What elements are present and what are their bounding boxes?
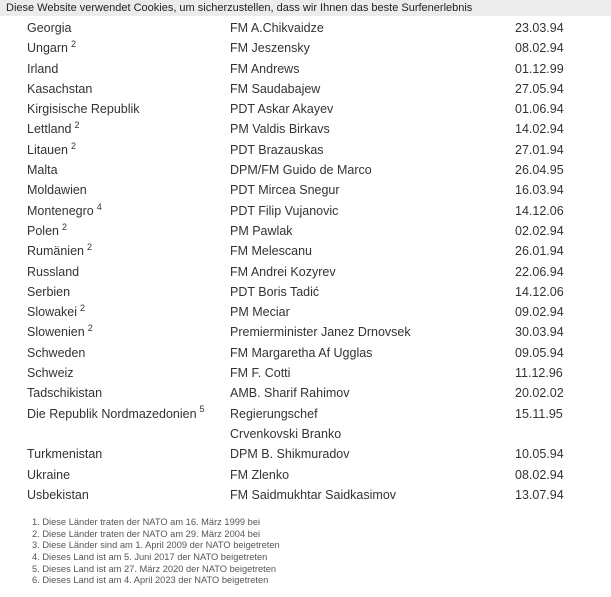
table-row: [27, 485, 595, 505]
footnote: 6. Dieses Land ist am 4. April 2023 der NATO beigetreten: [32, 575, 269, 586]
signatory-cell: [230, 140, 515, 160]
table-row: [27, 201, 595, 221]
date-cell: 20.02.02: [515, 386, 564, 401]
footnote: 2. Diese Länder traten der NATO am 29. März 2004 bei: [32, 528, 261, 539]
country-cell: [27, 99, 230, 119]
country-cell: [27, 79, 230, 99]
signatory-name: PDT Boris Tadić: [230, 284, 320, 299]
country-name: Tadschikistan: [27, 386, 103, 401]
table-row: [27, 241, 595, 261]
cookie-banner-text: Diese Website verwendet Cookies, um sicherzustellen, dass wir Ihnen das beste Surfenerlebnis: [6, 2, 473, 14]
signatory-cell: [230, 18, 515, 38]
country-name: Malta: [27, 163, 58, 178]
table-row: [27, 404, 595, 445]
country-cell: [27, 444, 230, 464]
date-cell: 01.06.94: [515, 102, 564, 117]
table-row: [27, 160, 595, 180]
signatory-cell: [230, 241, 515, 261]
country-name: Moldawien: [27, 183, 87, 198]
signatory-cell: [230, 485, 515, 505]
signatory-cell: [230, 322, 515, 342]
country-name: Die Republik Nordmazedonien: [27, 406, 197, 421]
country-name: Lettland: [27, 122, 72, 137]
signatory-cell: [230, 119, 515, 139]
signatory-name: AMB. Sharif Rahimov: [230, 386, 350, 401]
date-cell: 23.03.94: [515, 21, 564, 35]
country-name: Schweden: [27, 345, 86, 360]
table-row: [27, 343, 595, 363]
date-cell: 10.05.94: [515, 447, 564, 462]
country-cell: [27, 262, 230, 282]
country-name: Usbekistan: [27, 487, 89, 502]
country-cell: [27, 180, 230, 200]
footnote-ref: 2: [71, 39, 77, 50]
signatory-cell: [230, 38, 515, 58]
country-name: Polen: [27, 223, 59, 238]
country-name: Montenegro: [27, 203, 94, 218]
signatory-cell: [230, 343, 515, 363]
table-row: [27, 363, 595, 383]
table-row: [27, 444, 595, 464]
signatory-cell: [230, 404, 515, 445]
table-row: [27, 59, 595, 79]
country-cell: [27, 302, 230, 322]
country-cell: [27, 18, 230, 38]
footnote-ref: 2: [71, 140, 77, 151]
footnote-ref: 2: [61, 221, 67, 232]
signatory-cell: [230, 79, 515, 99]
signatory-name: FM Saudabajew: [230, 81, 321, 96]
country-cell: [27, 322, 230, 342]
signatory-name: FM A.Chikvaidze: [230, 21, 324, 35]
signatory-name: PM Meciar: [230, 305, 290, 320]
date-cell: 08.02.94: [515, 467, 564, 482]
country-name: Slowenien: [27, 325, 85, 340]
footnotes: [32, 517, 611, 597]
country-cell: [27, 221, 230, 241]
date-cell: 13.07.94: [515, 487, 564, 502]
signatory-name: DPM B. Shikmuradov: [230, 447, 350, 462]
table-row: [27, 18, 595, 38]
signatory-name: PM Pawlak: [230, 223, 293, 238]
signatory-cell: [230, 180, 515, 200]
country-cell: [27, 282, 230, 302]
date-cell: 27.05.94: [515, 81, 564, 96]
country-cell: [27, 383, 230, 403]
signatory-cell: [230, 99, 515, 119]
footnote: 5. Dieses Land ist am 27. März 2020 der NATO beigetreten: [32, 563, 277, 574]
country-cell: [27, 38, 230, 58]
signatory-name: PDT Askar Akayev: [230, 102, 334, 117]
country-cell: [27, 343, 230, 363]
signatory-cell: [230, 262, 515, 282]
signatory-cell: [230, 465, 515, 485]
country-cell: [27, 119, 230, 139]
signatory-name: FM Andrews: [230, 61, 300, 76]
signatory-cell: [230, 201, 515, 221]
footnote-ref: 2: [74, 120, 80, 131]
country-cell: [27, 241, 230, 261]
country-name: Litauen: [27, 142, 69, 157]
signatory-cell: [230, 59, 515, 79]
footnote-ref: 5: [199, 404, 205, 415]
signatory-cell: [230, 160, 515, 180]
country-cell: [27, 363, 230, 383]
date-cell: 26.04.95: [515, 163, 564, 178]
footnote-ref: 2: [87, 323, 93, 334]
footnote-ref: 4: [96, 201, 102, 212]
signatory-name: FM Jeszensky: [230, 41, 310, 56]
date-cell: 02.02.94: [515, 223, 564, 238]
signatory-name: FM Andrei Kozyrev: [230, 264, 336, 279]
signatory-cell: [230, 282, 515, 302]
table-row: [27, 99, 595, 119]
signatory-name: PDT Brazauskas: [230, 142, 324, 157]
date-cell: 30.03.94: [515, 325, 564, 340]
country-name: Rumänien: [27, 244, 84, 259]
country-name: Ukraine: [27, 467, 71, 482]
date-cell: 09.02.94: [515, 305, 564, 320]
date-cell: 22.06.94: [515, 264, 564, 279]
footnote-ref: 2: [80, 303, 86, 313]
date-cell: 11.12.96: [515, 366, 563, 381]
cookie-banner[interactable]: [0, 0, 611, 16]
signatory-name: FM Saidmukhtar Saidkasimov: [230, 487, 397, 502]
country-name: Serbien: [27, 284, 71, 299]
signatory-name: FM Melescanu: [230, 244, 312, 259]
signatory-name: FM F. Cotti: [230, 366, 291, 381]
signatory-cell: [230, 444, 515, 464]
signatory-name: PM Valdis Birkavs: [230, 122, 330, 137]
date-cell: 27.01.94: [515, 142, 564, 157]
country-name: Georgia: [27, 21, 72, 35]
table-row: [27, 262, 595, 282]
date-cell: 14.12.06: [515, 203, 564, 218]
country-name: Slowakei: [27, 305, 78, 320]
signatory-name: FM Zlenko: [230, 467, 290, 482]
country-name: Kasachstan: [27, 81, 93, 96]
date-cell: 26.01.94: [515, 244, 564, 259]
footnote: 3. Diese Länder sind am 1. April 2009 der NATO beigetreten: [32, 540, 280, 551]
date-cell: 14.12.06: [515, 284, 564, 299]
table-row: [27, 180, 595, 200]
date-cell: 16.03.94: [515, 183, 564, 198]
signatory-name: PDT Mircea Snegur: [230, 183, 340, 198]
date-cell: 15.11.95: [515, 406, 563, 421]
signatory-name: PDT Filip Vujanovic: [230, 203, 339, 218]
date-cell: 08.02.94: [515, 41, 564, 56]
table-row: [27, 221, 595, 241]
country-cell: [27, 59, 230, 79]
table-row: [27, 465, 595, 485]
table-row: [27, 383, 595, 403]
date-cell: 09.05.94: [515, 345, 564, 360]
date-cell: 14.02.94: [515, 122, 564, 137]
country-cell: [27, 201, 230, 221]
country-name: Schweiz: [27, 366, 74, 381]
table-row: [27, 322, 595, 342]
country-name: Russland: [27, 264, 80, 279]
signatory-name: DPM/FM Guido de Marco: [230, 163, 372, 178]
date-cell: 01.12.99: [515, 61, 564, 76]
signatory-cell: [230, 302, 515, 322]
country-cell: [27, 404, 230, 445]
country-cell: [27, 485, 230, 505]
table-row: [27, 119, 595, 139]
country-name: Irland: [27, 61, 59, 76]
signatory-cell: [230, 221, 515, 241]
table-row: [27, 282, 595, 302]
table-row: [27, 140, 595, 160]
signatory-name: Regierungschef Crvenkovski Branko: [230, 406, 342, 441]
country-cell: [27, 160, 230, 180]
table-row: [27, 302, 595, 322]
table-row: [27, 79, 595, 99]
signatory-name: Premierminister Janez Drnovsek: [230, 325, 411, 340]
footnote-ref: 2: [86, 242, 92, 253]
table-row: [27, 38, 595, 58]
signatory-name: FM Margaretha Af Ugglas: [230, 345, 373, 360]
country-cell: [27, 465, 230, 485]
footnote: 4. Dieses Land ist am 5. Juni 2017 der NATO beigetreten: [32, 551, 268, 562]
country-name: Kirgisische Republik: [27, 102, 140, 117]
country-cell: [27, 140, 230, 160]
country-name: Ungarn: [27, 41, 68, 56]
signatories-table: [27, 18, 595, 505]
country-name: Turkmenistan: [27, 447, 103, 462]
footnote: 1. Diese Länder traten der NATO am 16. März 1999 bei: [32, 517, 261, 528]
signatory-cell: [230, 383, 515, 403]
signatory-cell: [230, 363, 515, 383]
